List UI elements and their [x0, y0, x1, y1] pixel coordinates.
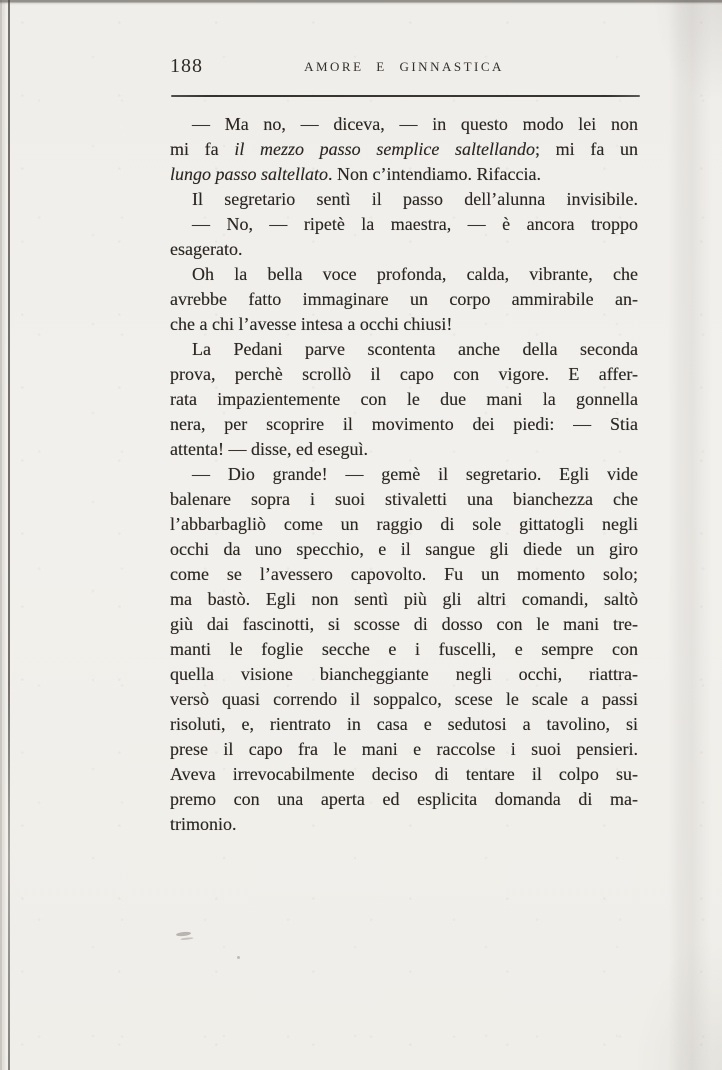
text-line	[170, 237, 638, 262]
text-line	[170, 612, 638, 637]
paragraph	[170, 187, 638, 212]
page-body	[170, 112, 638, 837]
text-line	[170, 262, 638, 287]
page-header	[170, 55, 638, 81]
text-line	[170, 112, 638, 137]
text-segment: avrebbe fatto immaginare un corpo ammirabile an-	[170, 289, 638, 309]
text-segment: giù dai fascinotti, si scosse di dosso con le mani tre-	[170, 614, 638, 634]
text-segment: quella visione biancheggiante negli occhi, riattra-	[170, 664, 638, 684]
header-rule	[171, 95, 640, 97]
text-segment: manti le foglie secche e i fuscelli, e sempre con	[170, 639, 638, 659]
text-line	[170, 437, 638, 462]
text-segment: balenare sopra i suoi stivaletti una bianchezza che	[170, 489, 638, 509]
text-segment: attenta! — disse, ed eseguì.	[170, 439, 368, 459]
text-line	[170, 212, 638, 237]
text-line	[170, 287, 638, 312]
text-line	[170, 512, 638, 537]
text-segment: premo con una aperta ed esplicita domanda di ma-	[170, 789, 638, 809]
paragraph	[170, 212, 638, 262]
text-segment: Il segretario sentì il passo dell’alunna invisibile.	[192, 189, 638, 209]
text-segment: esagerato.	[170, 239, 243, 259]
text-segment: l’abbarbagliò come un raggio di sole gittatogli negli	[170, 514, 638, 534]
text-segment: prova, perchè scrollò il capo con vigore. E affer-	[170, 364, 638, 384]
book-spine-line	[8, 0, 10, 1070]
text-segment: risoluti, e, rientrato in casa e sedutosi a tavolino, si	[170, 714, 638, 734]
paragraph	[170, 337, 638, 462]
text-segment: . Non c’intendiamo. Rifaccia.	[328, 164, 541, 184]
text-line	[170, 137, 638, 162]
scan-smudge	[176, 931, 191, 937]
text-line	[170, 687, 638, 712]
text-segment: — No, — ripetè la maestra, — è ancora troppo	[192, 214, 638, 234]
text-segment: occhi da uno specchio, e il sangue gli diede un giro	[170, 539, 638, 559]
text-segment: — Ma no, — diceva, — in questo modo lei non	[192, 114, 638, 134]
text-segment: ma bastò. Egli non sentì più gli altri comandi, saltò	[170, 589, 638, 609]
running-title: AMORE E GINNASTICA	[304, 59, 504, 74]
paragraph	[170, 262, 638, 337]
text-segment: — Dio grande! — gemè il segretario. Egli vide	[192, 464, 638, 484]
text-line	[170, 362, 638, 387]
text-line	[170, 387, 638, 412]
paragraph	[170, 112, 638, 187]
text-line	[170, 537, 638, 562]
text-line	[170, 587, 638, 612]
text-segment: versò quasi correndo il soppalco, scese le scale a passi	[170, 689, 638, 709]
scan-edge-left	[0, 0, 6, 1070]
text-segment: rata impazientemente con le due mani la gonnella	[170, 389, 638, 409]
text-segment: prese il capo fra le mani e raccolse i suoi pensieri.	[170, 739, 638, 759]
text-line	[170, 412, 638, 437]
text-segment: mi fa	[170, 139, 235, 159]
text-line	[170, 187, 638, 212]
text-segment: Aveva irrevocabilmente deciso di tentare il colpo su-	[170, 764, 638, 784]
text-segment: La Pedani parve scontenta anche della seconda	[192, 339, 638, 359]
text-line	[170, 787, 638, 812]
text-segment: Oh la bella voce profonda, calda, vibrante, che	[192, 264, 638, 284]
scan-edge-top	[0, 0, 722, 5]
text-line	[170, 312, 638, 337]
text-line	[170, 762, 638, 787]
italic-text-segment: il mezzo passo semplice saltellando	[234, 139, 535, 159]
text-line	[170, 637, 638, 662]
scan-speck	[237, 956, 240, 959]
text-segment: trimonio.	[170, 814, 237, 834]
text-line	[170, 562, 638, 587]
text-line	[170, 662, 638, 687]
page-number: 188	[170, 55, 203, 77]
text-line	[170, 712, 638, 737]
paragraph	[170, 462, 638, 837]
text-segment: ; mi fa un	[534, 139, 638, 159]
text-line	[170, 162, 638, 187]
text-line	[170, 737, 638, 762]
text-segment: come se l’avessero capovolto. Fu un momento solo;	[170, 564, 638, 584]
text-segment: nera, per scoprire il movimento dei piedi: — Stia	[170, 414, 638, 434]
text-line	[170, 337, 638, 362]
text-line	[170, 487, 638, 512]
text-segment: che a chi l’avesse intesa a occhi chiusi!	[170, 314, 453, 334]
italic-text-segment: lungo passo saltellato	[170, 164, 329, 184]
text-line	[170, 462, 638, 487]
text-line	[170, 812, 638, 837]
